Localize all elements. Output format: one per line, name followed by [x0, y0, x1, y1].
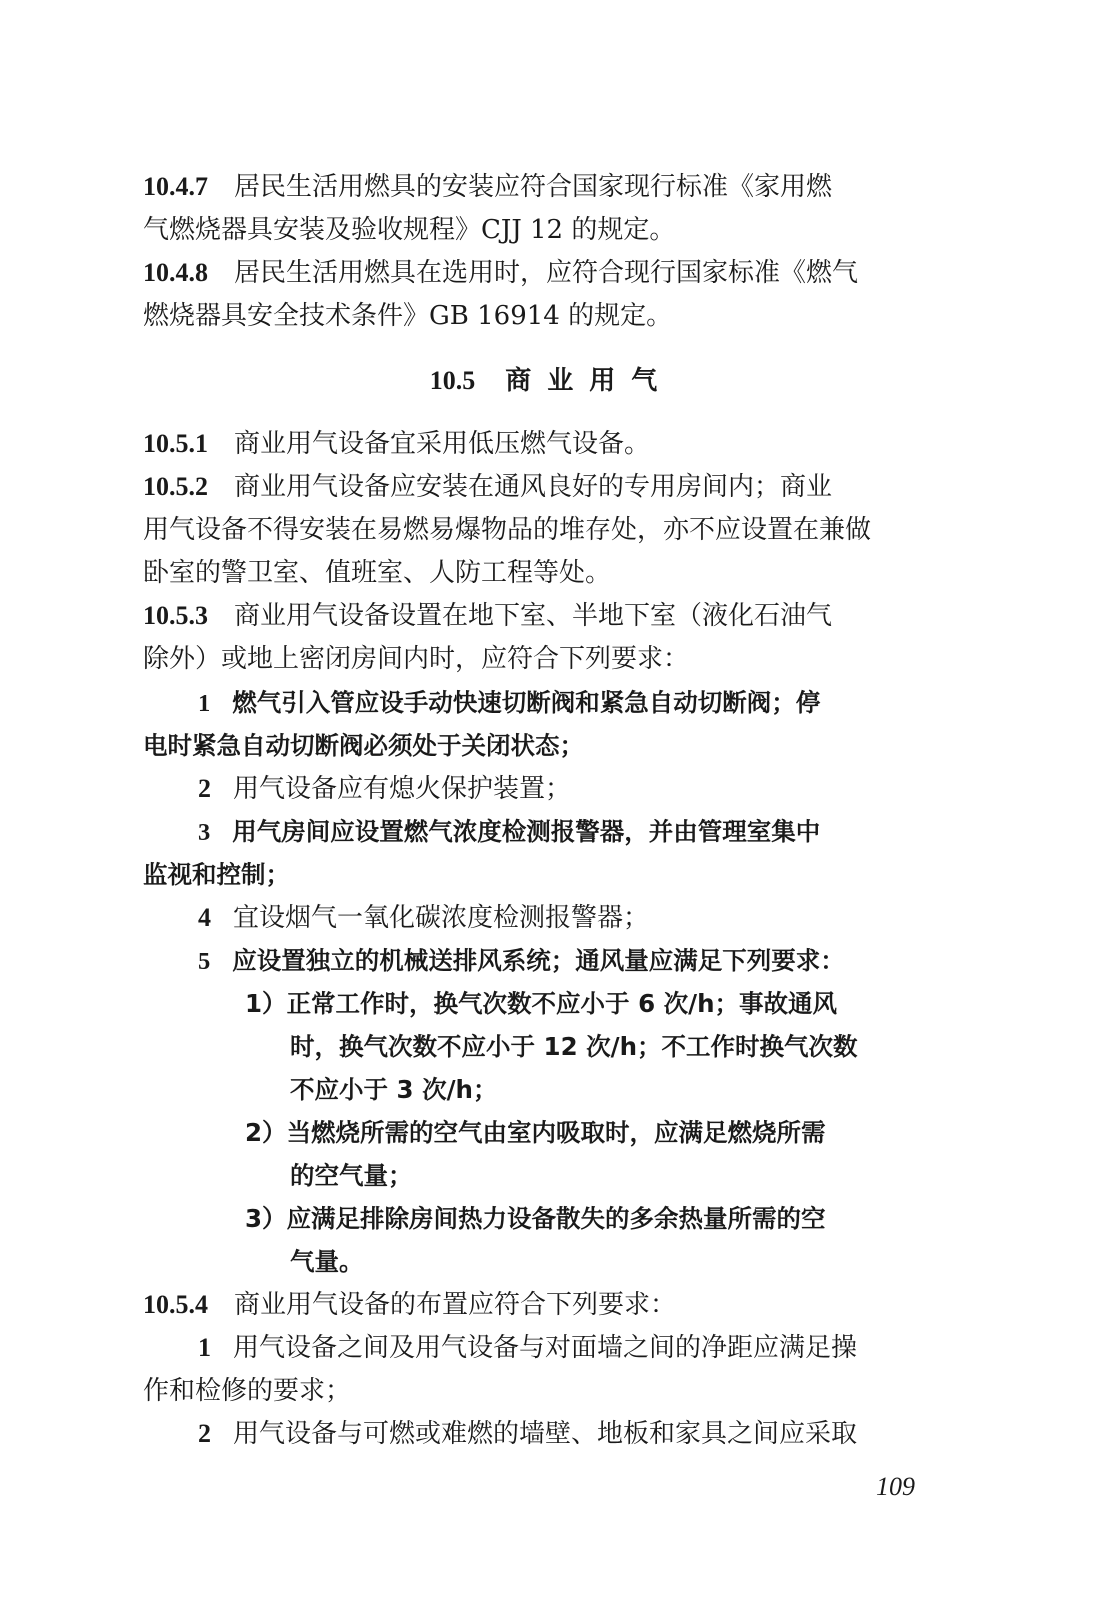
clause-10-5-2-line-1 — [0, 468, 1103, 506]
clause-text: 居民生活用燃具在选用时，应符合现行国家标准《燃气 — [234, 258, 859, 288]
clause-10-5-3-item-3-line-1 — [0, 813, 1103, 852]
item-text: 用气房间应设置燃气浓度检测报警器，并由管理室集中 — [232, 817, 821, 846]
clause-10-5-1-line-1 — [0, 425, 1103, 463]
clause-10-5-3-item-4-line-1 — [0, 899, 1103, 937]
item-number: 2 — [198, 774, 211, 803]
clause-10-5-4-item-1-line-1 — [0, 1329, 1103, 1367]
clause-text: 商业用气设备应安装在通风良好的专用房间内；商业 — [234, 472, 833, 502]
item-number: 1 — [198, 690, 211, 717]
item-text: 应设置独立的机械送排风系统；通风量应满足下列要求： — [232, 946, 845, 975]
item-number: 5 — [198, 948, 211, 975]
clause-text: 商业用气设备宜采用低压燃气设备。 — [234, 429, 651, 459]
clause-10-5-4-item-1-line-2: 作和检修的要求； — [143, 1376, 352, 1406]
sub-item-text: 应满足排除房间热力设备散失的多余热量所需的空 — [286, 1204, 826, 1233]
sub-item-text: 当燃烧所需的空气由室内吸取时，应满足燃烧所需 — [286, 1118, 826, 1147]
item-text: 用气设备应有熄火保护装置； — [233, 774, 572, 804]
sub-item-1-line-2: 时，换气次数不应小于 12 次/h；不工作时换气次数 — [290, 1032, 858, 1061]
clause-10-5-3-item-1-line-1 — [0, 684, 1103, 723]
clause-number: 10.5.3 — [143, 601, 208, 630]
section-title: 商业用气 — [505, 366, 674, 396]
clause-10-4-7-line-1 — [0, 168, 1103, 206]
item-text: 燃气引入管应设手动快速切断阀和紧急自动切断阀；停 — [232, 688, 821, 717]
section-heading — [0, 362, 1103, 400]
sub-item-number: 2） — [245, 1118, 287, 1147]
item-text: 宜设烟气一氧化碳浓度检测报警器； — [233, 903, 650, 933]
clause-number: 10.5.2 — [143, 472, 208, 501]
clause-10-5-2-line-2: 用气设备不得安装在易燃易爆物品的堆存处，亦不应设置在兼做 — [143, 515, 872, 545]
item-number: 3 — [198, 819, 211, 846]
clause-10-5-3-item-5-line-1 — [0, 942, 1103, 981]
clause-10-4-7-line-2: 气燃烧器具安装及验收规程》CJJ 12 的规定。 — [143, 215, 676, 245]
clause-10-4-8-line-2: 燃烧器具安全技术条件》GB 16914 的规定。 — [143, 301, 673, 331]
sub-item-1-line-1 — [0, 985, 1103, 1023]
clause-text: 商业用气设备的布置应符合下列要求： — [234, 1290, 677, 1320]
clause-number: 10.5.4 — [143, 1290, 208, 1319]
section-number: 10.5 — [429, 366, 476, 395]
sub-item-1-line-3: 不应小于 3 次/h； — [290, 1075, 498, 1104]
item-text: 用气设备与可燃或难燃的墙壁、地板和家具之间应采取 — [233, 1419, 858, 1449]
clause-number: 10.4.7 — [143, 172, 208, 201]
sub-item-2-line-2: 的空气量； — [290, 1161, 413, 1190]
clause-number: 10.5.1 — [143, 429, 208, 458]
clause-text: 商业用气设备设置在地下室、半地下室（液化石油气 — [234, 601, 833, 631]
sub-item-number: 1） — [245, 989, 287, 1018]
item-text: 用气设备之间及用气设备与对面墙之间的净距应满足操 — [233, 1333, 858, 1363]
sub-item-2-line-1 — [0, 1114, 1103, 1152]
clause-number: 10.4.8 — [143, 258, 208, 287]
item-number: 1 — [198, 1333, 211, 1362]
clause-10-4-8-line-1 — [0, 254, 1103, 292]
item-number: 4 — [198, 903, 211, 932]
sub-item-3-line-2: 气量。 — [290, 1247, 364, 1276]
clause-10-5-3-line-2: 除外）或地上密闭房间内时，应符合下列要求： — [143, 644, 690, 674]
clause-10-5-3-item-1-line-2: 电时紧急自动切断阀必须处于关闭状态； — [143, 731, 584, 760]
sub-item-3-line-1 — [0, 1200, 1103, 1238]
clause-10-5-4-line-1 — [0, 1286, 1103, 1324]
sub-item-text: 正常工作时，换气次数不应小于 6 次/h；事故通风 — [286, 989, 838, 1018]
clause-10-5-3-line-1 — [0, 597, 1103, 635]
clause-10-5-4-item-2-line-1 — [0, 1415, 1103, 1453]
clause-text: 居民生活用燃具的安装应符合国家现行标准《家用燃 — [234, 172, 833, 202]
clause-10-5-3-item-2-line-1 — [0, 770, 1103, 808]
clause-10-5-2-line-3: 卧室的警卫室、值班室、人防工程等处。 — [143, 558, 612, 588]
page-number: 109 — [876, 1472, 915, 1501]
item-number: 2 — [198, 1419, 211, 1448]
sub-item-number: 3） — [245, 1204, 287, 1233]
clause-10-5-3-item-3-line-2: 监视和控制； — [143, 860, 290, 889]
